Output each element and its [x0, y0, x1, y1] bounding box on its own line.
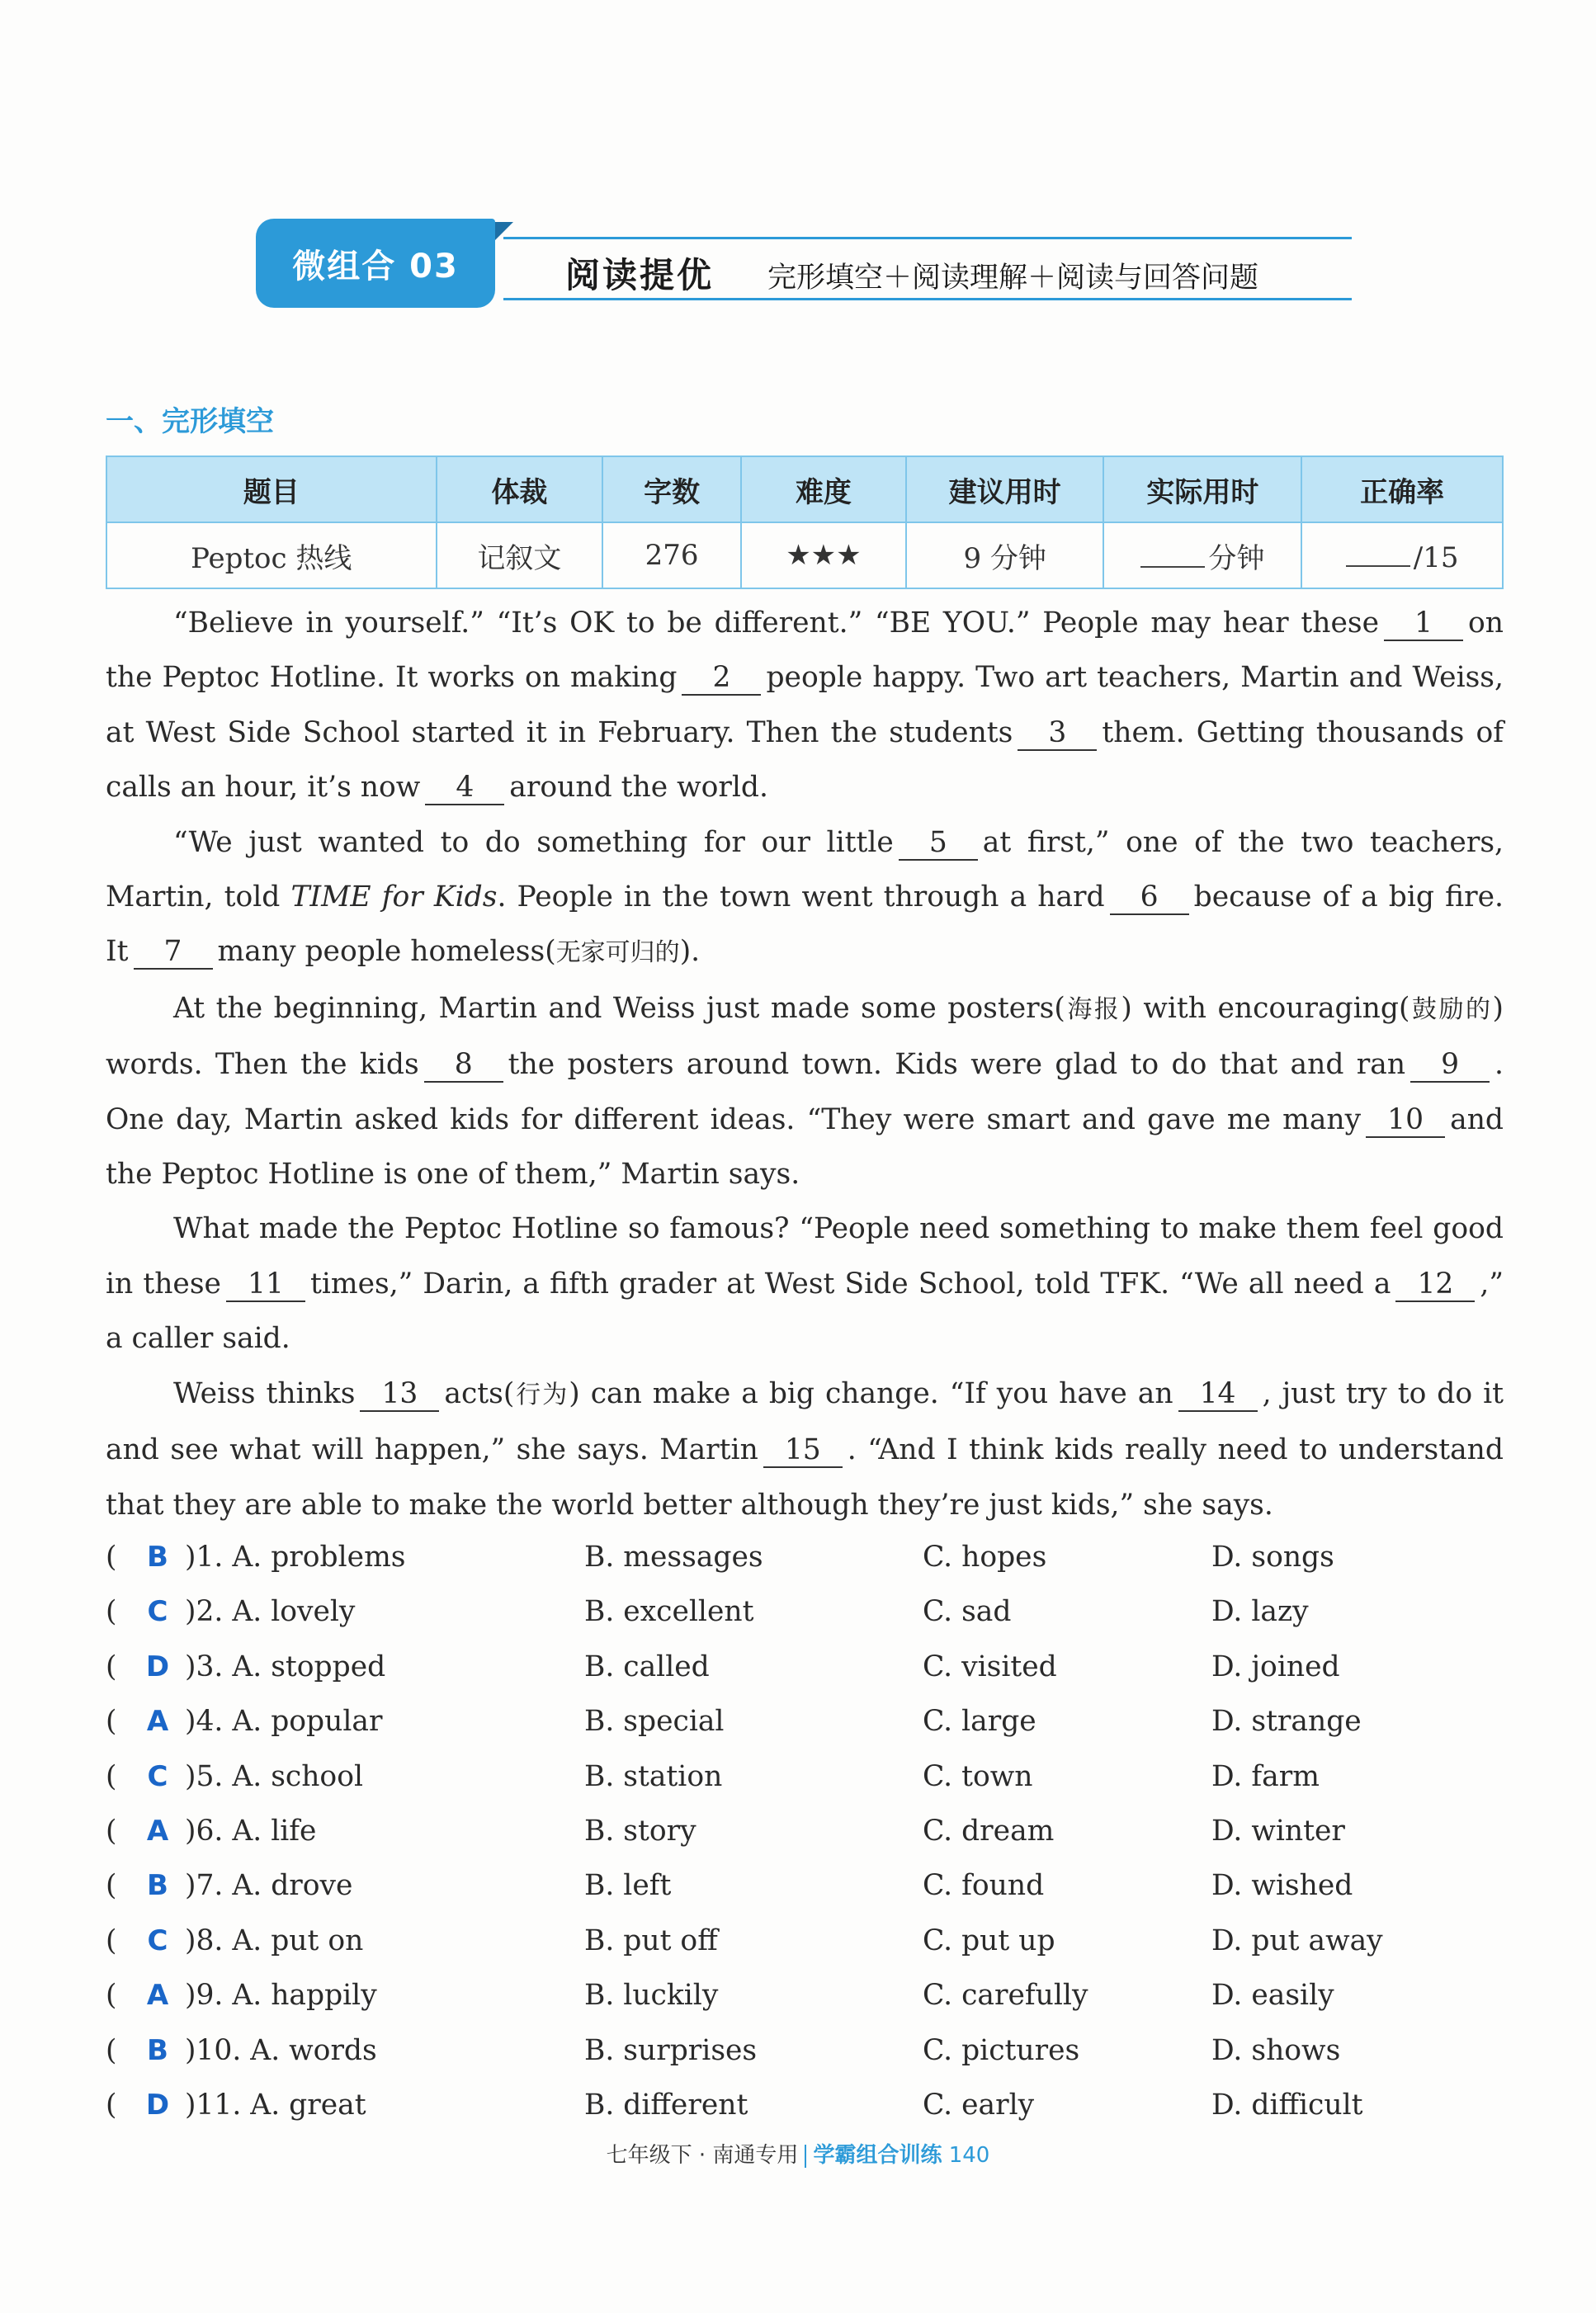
answer-field[interactable]: D	[145, 2088, 170, 2122]
passage-text: ) can make a big change. “If you have an	[569, 1376, 1173, 1410]
passage-text: people happy. Two art teachers, Martin and Weiss, at West Side School started it in February. Then the students	[106, 661, 1504, 749]
option-c[interactable]: C. visited	[923, 1650, 1057, 1683]
option-c[interactable]: C. pictures	[923, 2033, 1080, 2067]
option-a[interactable]: )11. A. great	[185, 2088, 366, 2122]
table-header: 建议用时	[906, 456, 1104, 522]
passage-text: At the beginning, Martin and Weiss just made some posters(	[173, 991, 1065, 1025]
passage-text: ) words. Then the kids	[106, 991, 1504, 1082]
option-a[interactable]: )1. A. problems	[185, 1541, 406, 1574]
table-header: 正确率	[1301, 456, 1503, 522]
option-b[interactable]: B. special	[584, 1705, 725, 1739]
answer-field[interactable]: C	[147, 1924, 168, 1957]
table-cell-actual	[1103, 522, 1301, 588]
option-a[interactable]: )3. A. stopped	[185, 1650, 386, 1683]
paragraph	[106, 1367, 1504, 1532]
blank-13[interactable]: 13	[360, 1377, 439, 1412]
option-row: ( C )8. A. put on B. put off C. put up D. put away	[106, 1914, 1504, 1968]
option-row: ( D )3. A. stopped B. called C. visited D. joined	[106, 1640, 1504, 1694]
blank-6[interactable]: 6	[1110, 880, 1189, 915]
options-list	[106, 1530, 1504, 2132]
option-b[interactable]: B. put off	[584, 1924, 718, 1957]
option-row: ( C )5. A. school B. station C. town D. farm	[106, 1749, 1504, 1804]
passage-text: because of a big fire. It	[106, 880, 1504, 969]
passage-text: . One day, Martin asked kids for different ideas. “They were smart and gave me many	[106, 1048, 1504, 1136]
passage-text: at first,” one of the two teachers, Martin, told	[106, 825, 1504, 914]
passage-text: ,” a caller said.	[106, 1267, 1504, 1356]
option-row: ( A )4. A. popular B. special C. large D. strange	[106, 1694, 1504, 1749]
passage-text: the posters around town. Kids were glad to do that and ran	[508, 1048, 1406, 1082]
actual-time-unit: 分钟	[1208, 541, 1265, 575]
passage-text: them. Getting thousands of calls an hour, it’s now	[106, 715, 1504, 805]
option-d[interactable]: D. lazy	[1211, 1595, 1309, 1629]
passage-text: and the Peptoc Hotline is one of them,” Martin says.	[106, 1102, 1504, 1192]
option-c[interactable]: C. found	[923, 1869, 1045, 1903]
option-d[interactable]: D. joined	[1211, 1650, 1340, 1683]
footer-brand: 学霸组合训练	[813, 2143, 942, 2168]
blank-1[interactable]: 1	[1384, 607, 1463, 641]
gloss: 鼓励的	[1409, 994, 1493, 1024]
option-d[interactable]: D. put away	[1211, 1924, 1383, 1957]
option-b[interactable]: B. messages	[584, 1541, 763, 1574]
blank-12[interactable]: 12	[1395, 1267, 1475, 1302]
passage-text: ).	[679, 935, 701, 969]
option-c[interactable]: C. hopes	[923, 1541, 1047, 1574]
paragraph	[106, 981, 1504, 1202]
blank-7[interactable]: 7	[134, 935, 213, 970]
option-row: ( D )11. A. great B. different C. early D. difficult	[106, 2078, 1504, 2132]
passage-text: times,” Darin, a fifth grader at West Side School, told TFK. “We all need a	[309, 1267, 1391, 1300]
section-heading: 一、完形填空	[106, 405, 274, 438]
table-header: 难度	[741, 456, 906, 522]
option-a[interactable]: )2. A. lovely	[185, 1595, 356, 1629]
passage-text: many people homeless(	[217, 935, 556, 969]
option-a[interactable]: )8. A. put on	[185, 1924, 364, 1957]
passage-text: “We just wanted to do something for our little	[173, 825, 894, 859]
passage-text: . “And I think kids really need to understand that they are able to make the world better although they’re just kids,” she says.	[106, 1433, 1504, 1522]
paragraph	[106, 815, 1504, 981]
option-row: ( B )7. A. drove B. left C. found D. wished	[106, 1858, 1504, 1913]
passage-text: . People in the town went through a hard	[497, 880, 1105, 914]
page-number: 140	[948, 2143, 990, 2168]
badge-label: 微组合 03	[256, 219, 495, 308]
blank-3[interactable]: 3	[1018, 716, 1097, 751]
blank-15[interactable]: 15	[763, 1433, 843, 1468]
option-c[interactable]: C. put up	[923, 1924, 1055, 1957]
passage-text: “Believe in yourself.” “It’s OK to be different.” “BE YOU.” People may hear these	[173, 607, 1379, 640]
option-d[interactable]: D. farm	[1211, 1759, 1320, 1793]
table-header: 字数	[602, 456, 741, 522]
table-cell-accuracy	[1301, 522, 1503, 588]
option-row: ( B )10. A. words B. surprises C. pictures D. shows	[106, 2023, 1504, 2078]
actual-time-blank[interactable]	[1140, 538, 1205, 568]
option-c[interactable]: C. sad	[923, 1595, 1012, 1629]
answer-field[interactable]: C	[147, 1759, 168, 1793]
cloze-passage	[106, 596, 1504, 1532]
footer-grade: 七年级下 · 南通专用	[606, 2143, 799, 2168]
answer-field[interactable]: B	[147, 1541, 168, 1574]
blank-11[interactable]: 11	[226, 1267, 305, 1302]
table-cell-suggested: 9 分钟	[906, 522, 1104, 588]
option-a[interactable]: )7. A. drove	[185, 1869, 353, 1903]
info-table	[106, 456, 1504, 589]
answer-field[interactable]: D	[145, 1650, 170, 1683]
option-row: ( A )6. A. life B. story C. dream D. winter	[106, 1804, 1504, 1858]
passage-text: around the world.	[509, 771, 768, 805]
blank-9[interactable]: 9	[1410, 1048, 1490, 1083]
banner-divider	[503, 237, 1352, 239]
passage-text: What made the Peptoc Hotline so famous? “People need something to make them feel good in these	[106, 1212, 1504, 1300]
passage-text: on the Peptoc Hotline. It works on making	[106, 607, 1504, 695]
table-header: 体裁	[437, 456, 603, 522]
blank-5[interactable]: 5	[899, 826, 978, 861]
blank-14[interactable]: 14	[1178, 1377, 1258, 1412]
option-d[interactable]: D. songs	[1211, 1541, 1334, 1574]
option-a[interactable]: )5. A. school	[185, 1759, 364, 1793]
page-footer	[0, 2138, 1596, 2169]
blank-2[interactable]: 2	[682, 661, 761, 696]
option-c[interactable]: C. carefully	[923, 1979, 1088, 2013]
table-cell-words: 276	[602, 522, 741, 588]
table-row	[106, 522, 1503, 588]
option-a[interactable]: )6. A. life	[185, 1814, 317, 1848]
paragraph	[106, 1201, 1504, 1366]
option-d[interactable]: D. difficult	[1211, 2088, 1363, 2122]
blank-10[interactable]: 10	[1366, 1103, 1445, 1138]
magazine-title: TIME for Kids	[290, 880, 498, 914]
table-cell-genre: 记叙文	[437, 522, 603, 588]
blank-8[interactable]: 8	[424, 1048, 503, 1083]
gloss: 行为	[514, 1380, 569, 1409]
option-b[interactable]: B. left	[584, 1869, 672, 1903]
passage-text: , just try to do it and see what will happen,” she says. Martin	[106, 1376, 1504, 1467]
option-row: ( C )2. A. lovely B. excellent C. sad D. lazy	[106, 1584, 1504, 1639]
option-row: ( B )1. A. problems B. messages C. hopes D. songs	[106, 1530, 1504, 1584]
banner-subtitle: 完形填空＋阅读理解＋阅读与回答问题	[767, 262, 1259, 295]
answer-field[interactable]: C	[147, 1595, 168, 1629]
option-c[interactable]: C. dream	[923, 1814, 1055, 1848]
passage-text: Weiss thinks	[173, 1376, 356, 1410]
answer-field[interactable]: A	[146, 1705, 169, 1739]
passage-text: ) with encouraging(	[1121, 991, 1410, 1025]
accuracy-total: /15	[1413, 540, 1459, 574]
gloss: 海报	[1065, 994, 1121, 1024]
option-b[interactable]: B. luckily	[584, 1979, 719, 2013]
option-d[interactable]: D. easily	[1211, 1979, 1334, 2013]
option-a[interactable]: )10. A. words	[185, 2033, 377, 2067]
option-c[interactable]: C. town	[923, 1759, 1033, 1793]
option-c[interactable]: C. large	[923, 1705, 1036, 1739]
option-c[interactable]: C. early	[923, 2088, 1035, 2122]
table-header: 实际用时	[1103, 456, 1301, 522]
paragraph	[106, 596, 1504, 815]
table-header-row	[106, 456, 1503, 522]
option-d[interactable]: D. winter	[1211, 1814, 1345, 1848]
option-d[interactable]: D. shows	[1211, 2033, 1341, 2067]
option-d[interactable]: D. strange	[1211, 1705, 1362, 1739]
answer-field[interactable]: B	[147, 2033, 168, 2067]
banner-divider	[503, 298, 1352, 300]
table-header: 题目	[106, 456, 437, 522]
table-cell-title: Peptoc 热线	[106, 522, 437, 588]
option-b[interactable]: B. station	[584, 1759, 723, 1793]
blank-4[interactable]: 4	[425, 771, 504, 805]
passage-text: acts(	[444, 1376, 515, 1410]
option-row: ( A )9. A. happily B. luckily C. carefully D. easily	[106, 1968, 1504, 2023]
option-b[interactable]: B. story	[584, 1814, 696, 1848]
option-b[interactable]: B. different	[584, 2088, 748, 2122]
gloss: 无家可归的	[555, 938, 680, 968]
option-d[interactable]: D. wished	[1211, 1869, 1353, 1903]
option-a[interactable]: )9. A. happily	[185, 1979, 377, 2013]
answer-field[interactable]: B	[147, 1869, 168, 1903]
footer-separator	[805, 2145, 806, 2168]
banner-title: 阅读提优	[565, 255, 715, 295]
option-b[interactable]: B. called	[584, 1650, 710, 1683]
answer-field[interactable]: A	[146, 1979, 169, 2013]
option-a[interactable]: )4. A. popular	[185, 1705, 383, 1739]
answer-field[interactable]: A	[146, 1814, 169, 1848]
accuracy-blank[interactable]	[1346, 537, 1410, 567]
option-b[interactable]: B. excellent	[584, 1595, 754, 1629]
section-banner	[256, 219, 1353, 311]
option-b[interactable]: B. surprises	[584, 2033, 758, 2067]
table-cell-difficulty: ★★★	[741, 522, 906, 588]
